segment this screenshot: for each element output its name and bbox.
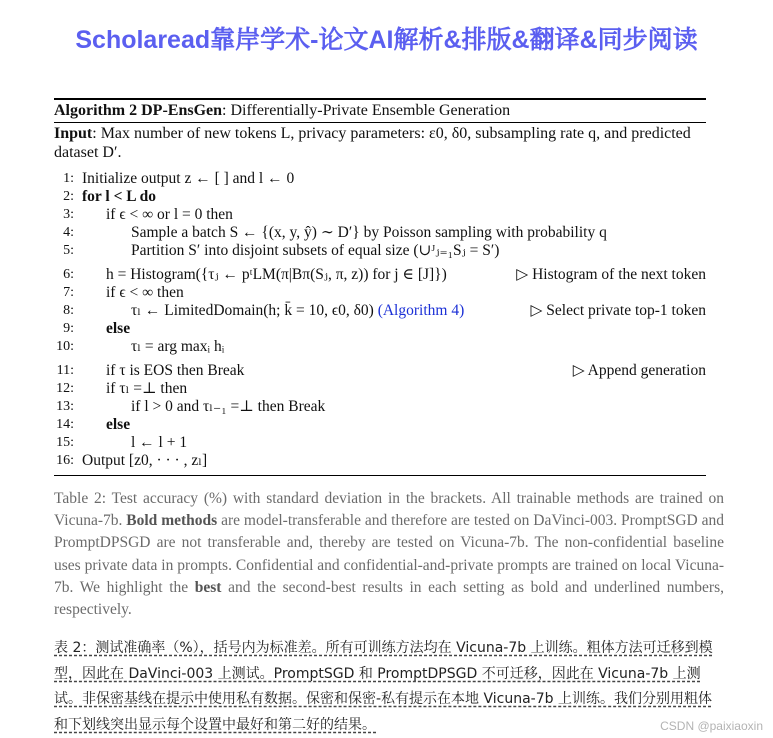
algo-line-13	[54, 398, 706, 416]
algo-line-14	[54, 416, 706, 434]
line-code: Sample a batch S ← {(x, y, ŷ) ∼ D′} by Poisson sampling with probability q	[131, 224, 607, 241]
caption-text-3: and the second-best results in each setting as bold and underlined numbers, respectively.	[54, 578, 724, 619]
line-code: Output [z0, · · · , zₗ]	[82, 452, 208, 469]
line-number: 3:	[63, 207, 74, 222]
input-label: Input	[54, 125, 93, 142]
caption-bold-methods: Bold methods	[126, 512, 218, 530]
line-comment: ▷ Select private top-1 token	[530, 302, 706, 319]
input-text: : Max number of new tokens L, privacy parameters: ε0, δ0, subsampling rate q, and predicted dataset D′.	[54, 125, 691, 161]
line-code: if ϵ < ∞ then	[106, 284, 184, 301]
line-number: 10:	[56, 339, 74, 354]
algo-line-7	[54, 284, 706, 302]
algo-line-2	[54, 188, 706, 206]
line-number: 9:	[63, 321, 74, 336]
watermark: CSDN @paixiaoxin	[660, 719, 763, 733]
algo-line-6	[54, 266, 706, 284]
line-number: 2:	[63, 189, 74, 204]
line-number: 14:	[56, 417, 74, 432]
caption-bold-best: best	[194, 578, 222, 596]
algorithm-lines	[54, 170, 706, 476]
line-number: 6:	[63, 267, 74, 282]
line-number: 4:	[63, 225, 74, 240]
line-code: else	[106, 320, 131, 337]
algorithm-4-link[interactable]: (Algorithm 4)	[377, 302, 465, 319]
table-caption	[54, 488, 724, 621]
algo-line-15	[54, 434, 706, 452]
algo-line-1	[54, 170, 706, 188]
algorithm-title-rest: : Differentially-Private Ensemble Generation	[222, 102, 511, 119]
line-number: 1:	[63, 171, 74, 186]
line-code: Initialize output z ← [ ] and l ← 0	[82, 170, 295, 187]
line-number: 7:	[63, 285, 74, 300]
line-code: else	[106, 416, 131, 433]
caption-text-2: are model-transferable and therefore are tested on DaVinci-003. PromptSGD and PromptDPSGD are not transferable and, thereby are tested on Vicuna-7b. The non-confidential baseline uses private data in prompts. Confidential and confidential-and-private prompts are trained on local Vicuna-7b. We highlight the	[54, 512, 724, 596]
chinese-translation: 表 2：测试准确率（%），括号内为标准差。所有可训练方法均在 Vicuna-7b 上训练。粗体方法可迁移到模型，因此在 DaVinci-003 上测试。PromptSGD 和 PromptDPSGD 不可迁移，因此在 Vicuna-7b 上测试。非保密基线在提示中使用私有数据。保密和保密-私有提示在本地 Vicuna-7b 上训练。我们分别用粗体和下划线突出显示每个设置中最好和第二好的结果。	[54, 640, 713, 733]
algo-line-5	[54, 242, 706, 260]
line-number: 12:	[56, 381, 74, 396]
caption-text-1: Table 2: Test accuracy (%) with standard deviation in the brackets. All trainable methods are trained on Vicuna-7b.	[54, 490, 724, 530]
line-code: if τ is EOS then Break	[106, 362, 245, 379]
line-code: if ϵ < ∞ or l = 0 then	[106, 206, 233, 223]
algorithm-input	[54, 123, 706, 162]
algo-line-8	[54, 302, 706, 320]
line-code: τₗ = arg maxᵢ hᵢ	[131, 338, 225, 355]
line-code: l ← l + 1	[131, 434, 188, 451]
line-number: 16:	[56, 453, 74, 468]
line-code: h = Histogram({τⱼ ← pᵗLM(π|Bπ(Sⱼ, π, z)) for j ∈ [J]})	[106, 266, 447, 283]
algo-line-10	[54, 338, 706, 356]
line-comment: ▷ Histogram of the next token	[516, 266, 706, 283]
algorithm-label: Algorithm 2	[54, 102, 138, 119]
line-number: 13:	[56, 399, 74, 414]
line-comment: ▷ Append generation	[572, 362, 706, 379]
algo-line-4	[54, 224, 706, 242]
line-number: 11:	[56, 363, 74, 378]
algo-line-9	[54, 320, 706, 338]
line-number: 15:	[56, 435, 74, 450]
line-code: τₗ ← LimitedDomain(h; k̄ = 10, ϵ0, δ0)	[131, 302, 374, 319]
algo-line-11	[54, 362, 706, 380]
line-number: 8:	[63, 303, 74, 318]
algo-line-12	[54, 380, 706, 398]
line-code: if τₗ =⊥ then	[106, 380, 188, 397]
algorithm-box	[54, 98, 706, 476]
banner-title: Scholaread靠岸学术-论文AI解析&排版&翻译&同步阅读	[75, 26, 698, 54]
line-code: if l > 0 and τₗ₋₁ =⊥ then Break	[131, 398, 326, 415]
algo-line-3	[54, 206, 706, 224]
line-code: for l < L do	[82, 188, 157, 205]
line-code: Partition S′ into disjoint subsets of equal size (∪ᴶⱼ₌₁Sⱼ = S′)	[131, 242, 500, 259]
algorithm-title	[54, 100, 706, 123]
algorithm-name: DP-EnsGen	[141, 102, 223, 119]
algo-line-16	[54, 452, 706, 470]
line-number: 5:	[63, 243, 74, 258]
